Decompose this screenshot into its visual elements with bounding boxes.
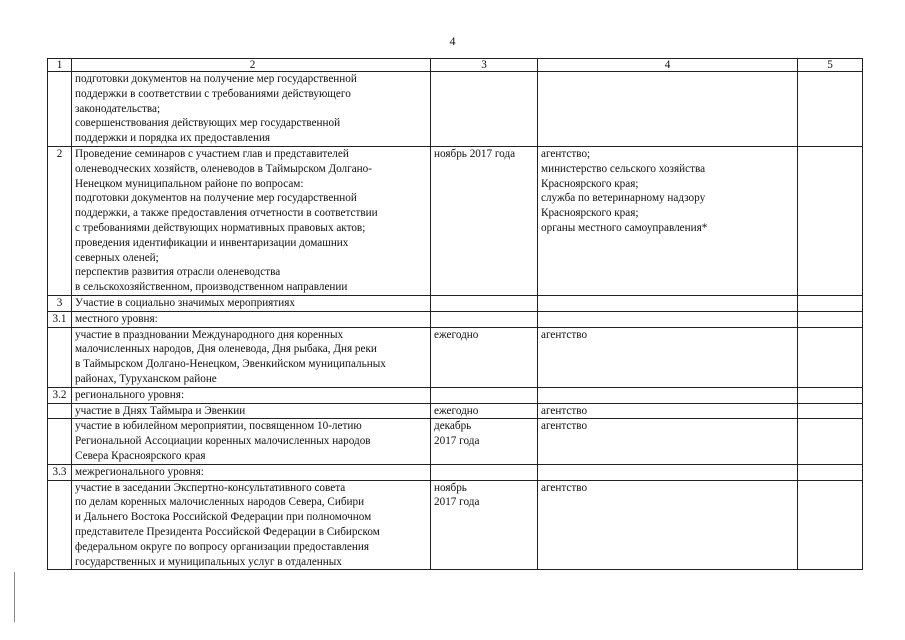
event-description-line: и Дальнего Востока Российской Федерации при полномочном — [75, 511, 372, 524]
event-date-line: ежегодно — [434, 404, 479, 417]
event-date — [431, 403, 538, 419]
event-description-line: подготовки документов на получение мер государственной — [75, 192, 357, 205]
event-date — [431, 311, 538, 327]
event-note — [798, 464, 863, 480]
header-col-4: 4 — [538, 59, 798, 72]
responsible-party-line: Красноярского края; — [541, 177, 639, 190]
event-description-line: участие в юбилейном мероприятии, посвященном 10-летию — [75, 420, 362, 433]
event-date — [431, 327, 538, 387]
event-description-line: Проведение семинаров с участием глав и представителей — [75, 147, 349, 160]
event-description-line: Ненецком муниципальном районе по вопросам: — [75, 177, 304, 190]
event-description-line: законодательства; — [75, 102, 161, 115]
event-description-line: поддержки, а также предоставления отчетности в соответствии — [75, 207, 378, 220]
event-description-line: районах, Туруханском районе — [75, 372, 217, 385]
event-description-line: в сельскохозяйственном, производственном направлении — [75, 281, 348, 294]
row-number — [48, 327, 72, 387]
event-note — [798, 419, 863, 464]
scan-margin-mark — [14, 572, 15, 622]
event-date-line: декабрь — [434, 420, 472, 433]
event-description-line: оленеводческих хозяйств, оленеводов в Таймырском Долгано- — [75, 162, 372, 175]
event-description-line: по делам коренных малочисленных народов Севера, Сибири — [75, 496, 365, 509]
event-description — [72, 480, 431, 570]
table-row — [48, 480, 863, 570]
event-description — [72, 146, 431, 295]
row-number: 2 — [48, 146, 72, 295]
event-description-line: государственных и муниципальных услуг в отдаленных — [75, 555, 342, 568]
responsible-party-line: органы местного самоуправления* — [541, 221, 708, 234]
event-note — [798, 403, 863, 419]
table-row — [48, 464, 863, 480]
event-description-line: подготовки документов на получение мер государственной — [75, 73, 357, 85]
event-description — [72, 72, 431, 147]
events-plan-table — [47, 58, 863, 570]
event-description-line: федеральном округе по вопросу организации предоставления — [75, 540, 370, 553]
table-row — [48, 146, 863, 295]
event-date-line: ежегодно — [434, 328, 479, 341]
event-description — [72, 419, 431, 464]
event-description-line: регионального уровня: — [75, 388, 185, 401]
table-row — [48, 295, 863, 311]
event-description-line: северных оленей; — [75, 251, 159, 264]
event-date — [431, 387, 538, 403]
page-number: 4 — [449, 34, 456, 48]
event-description-line: межрегионального уровня: — [75, 465, 204, 478]
event-note — [798, 387, 863, 403]
row-number: 3.1 — [48, 311, 72, 327]
table-row — [48, 327, 863, 387]
event-note — [798, 311, 863, 327]
responsible-party — [538, 72, 798, 147]
event-date-line: 2017 года — [434, 435, 480, 448]
event-description-line: участие в праздновании Международного дня коренных — [75, 328, 344, 341]
header-col-2: 2 — [72, 59, 431, 72]
event-description-line: поддержки в соответствии с требованиями действующего — [75, 87, 351, 100]
event-date — [431, 419, 538, 464]
event-description-line: в Таймырском Долгано-Ненецком, Эвенкийском муниципальных — [75, 358, 386, 371]
event-date — [431, 480, 538, 570]
event-date — [431, 146, 538, 295]
responsible-party-line: агентство — [541, 404, 588, 417]
responsible-party-line: агентство — [541, 420, 588, 433]
event-description-line: Севера Красноярского края — [75, 449, 206, 462]
event-description-line: участие в заседании Экспертно-консультативного совета — [75, 481, 346, 494]
event-note — [798, 327, 863, 387]
header-col-5: 5 — [798, 59, 863, 72]
event-note — [798, 146, 863, 295]
event-description-line: местного уровня: — [75, 312, 158, 325]
event-description — [72, 387, 431, 403]
event-description — [72, 403, 431, 419]
row-number: 3.3 — [48, 464, 72, 480]
responsible-party-line: министерство сельского хозяйства — [541, 162, 706, 175]
row-number — [48, 419, 72, 464]
event-description — [72, 464, 431, 480]
responsible-party — [538, 327, 798, 387]
header-col-1: 1 — [48, 59, 72, 72]
event-description-line: участие в Днях Таймыра и Эвенкии — [75, 404, 246, 417]
responsible-party-line: Красноярского края; — [541, 207, 639, 220]
table-header-row — [48, 59, 863, 72]
event-description-line: совершенствования действующих мер государственной — [75, 117, 341, 130]
responsible-party — [538, 146, 798, 295]
event-description — [72, 311, 431, 327]
responsible-party — [538, 403, 798, 419]
table-row — [48, 419, 863, 464]
event-description-line: с требованиями действующих нормативных правовых актов; — [75, 221, 366, 234]
table-row — [48, 403, 863, 419]
responsible-party — [538, 295, 798, 311]
row-number: 3 — [48, 295, 72, 311]
header-col-3: 3 — [431, 59, 538, 72]
table-row — [48, 387, 863, 403]
event-date-line: ноябрь — [434, 481, 467, 494]
event-note — [798, 72, 863, 147]
event-description-line: проведения идентификации и инвентаризации домашних — [75, 236, 349, 249]
event-description-line: поддержки и порядка их предоставления — [75, 132, 271, 145]
event-date-line: 2017 года — [434, 496, 480, 509]
row-number — [48, 480, 72, 570]
event-note — [798, 295, 863, 311]
table-row — [48, 311, 863, 327]
responsible-party-line: агентство; — [541, 147, 591, 160]
event-date — [431, 72, 538, 147]
responsible-party — [538, 464, 798, 480]
responsible-party-line: служба по ветеринарному надзору — [541, 192, 706, 205]
event-description-line: представителе Президента Российской Федерации в Сибирском — [75, 525, 380, 538]
table-row — [48, 72, 863, 147]
event-note — [798, 480, 863, 570]
responsible-party — [538, 480, 798, 570]
event-description-line: перспектив развития отрасли оленеводства — [75, 266, 281, 279]
event-date-line: ноябрь 2017 года — [434, 147, 516, 160]
row-number — [48, 72, 72, 147]
row-number: 3.2 — [48, 387, 72, 403]
row-number — [48, 403, 72, 419]
event-description-line: Участие в социально значимых мероприятиях — [75, 296, 295, 309]
responsible-party — [538, 311, 798, 327]
event-description-line: малочисленных народов, Дня оленевода, Дня рыбака, Дня реки — [75, 343, 377, 356]
event-description — [72, 327, 431, 387]
event-description — [72, 295, 431, 311]
responsible-party — [538, 387, 798, 403]
responsible-party — [538, 419, 798, 464]
responsible-party-line: агентство — [541, 481, 588, 494]
event-description-line: Региональной Ассоциации коренных малочисленных народов — [75, 435, 371, 448]
event-date — [431, 295, 538, 311]
event-date — [431, 464, 538, 480]
responsible-party-line: агентство — [541, 328, 588, 341]
